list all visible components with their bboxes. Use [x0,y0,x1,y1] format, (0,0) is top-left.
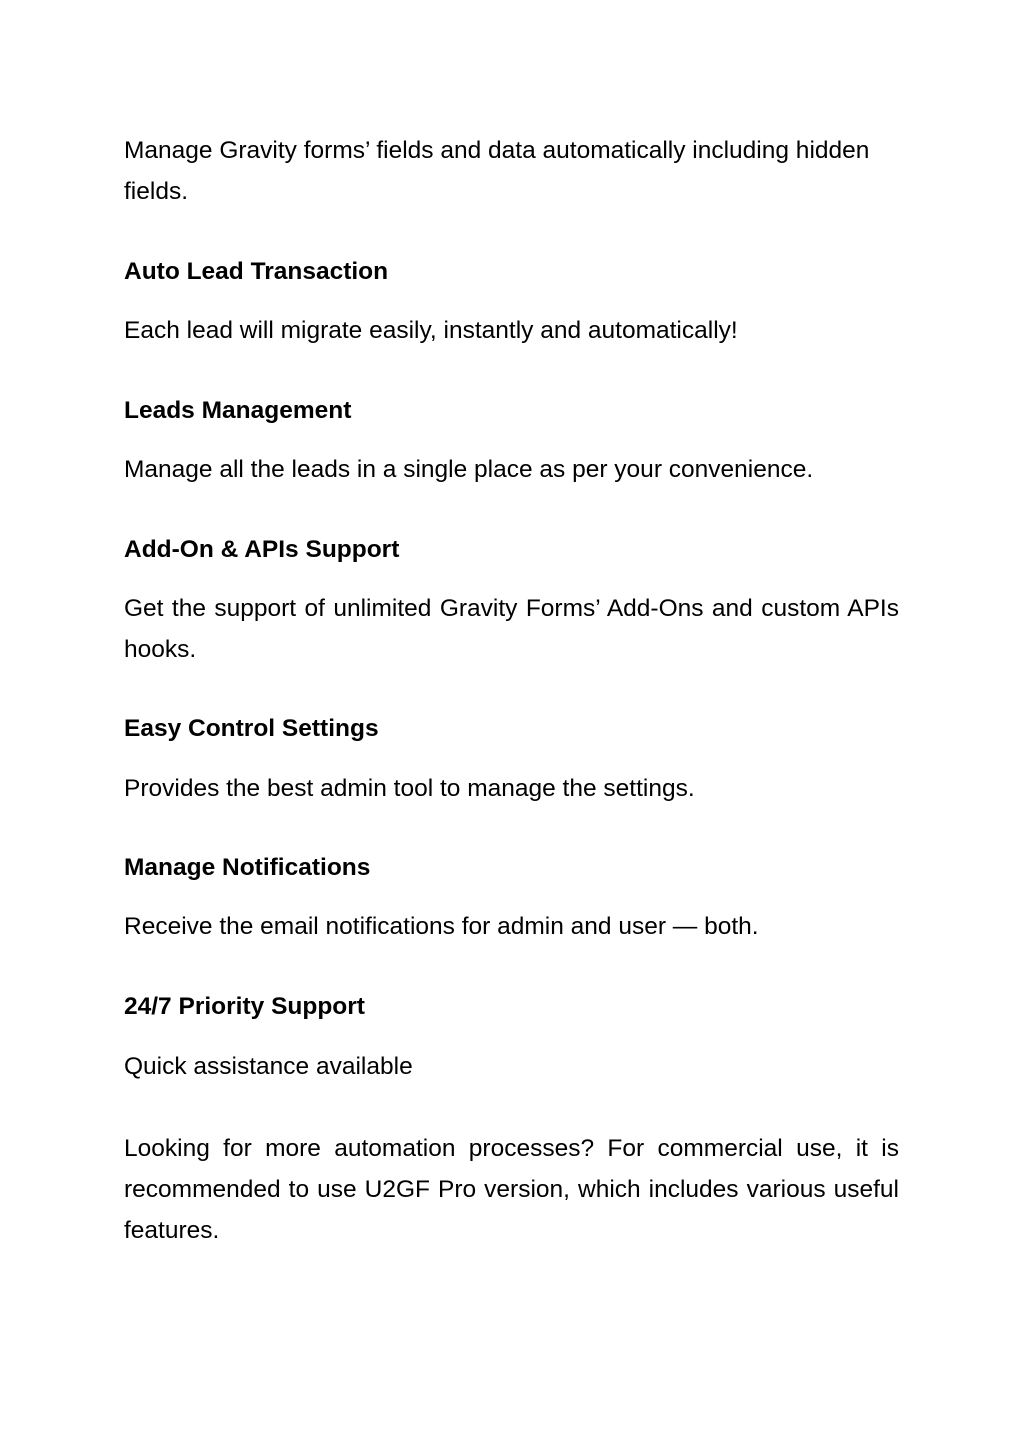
feature-text-addon-apis-support: Get the support of unlimited Gravity Forms’ Add-Ons and custom APIs hooks. [124,595,899,663]
feature-text-priority-support: Quick assistance available [124,1053,413,1080]
feature-text-leads-management: Manage all the leads in a single place as per your convenience. [124,456,814,483]
feature-text-manage-notifications: Receive the email notifications for admin and user — both. [124,913,759,940]
feature-heading-leads-management: Leads Management [124,397,352,424]
feature-text-auto-lead-transaction: Each lead will migrate easily, instantly and automatically! [124,317,738,344]
feature-heading-manage-notifications: Manage Notifications [124,854,371,881]
feature-heading-easy-control-settings: Easy Control Settings [124,715,379,742]
feature-heading-priority-support: 24/7 Priority Support [124,993,365,1020]
feature-heading-auto-lead-transaction: Auto Lead Transaction [124,258,389,285]
closing-paragraph: Looking for more automation processes? For commercial use, it is recommended to use U2GF Pro version, which includes various useful features. [124,1135,899,1244]
intro-paragraph: Manage Gravity forms’ fields and data automatically including hidden fields. [124,137,870,205]
feature-heading-addon-apis-support: Add-On & APIs Support [124,536,400,563]
feature-text-easy-control-settings: Provides the best admin tool to manage the settings. [124,775,695,802]
